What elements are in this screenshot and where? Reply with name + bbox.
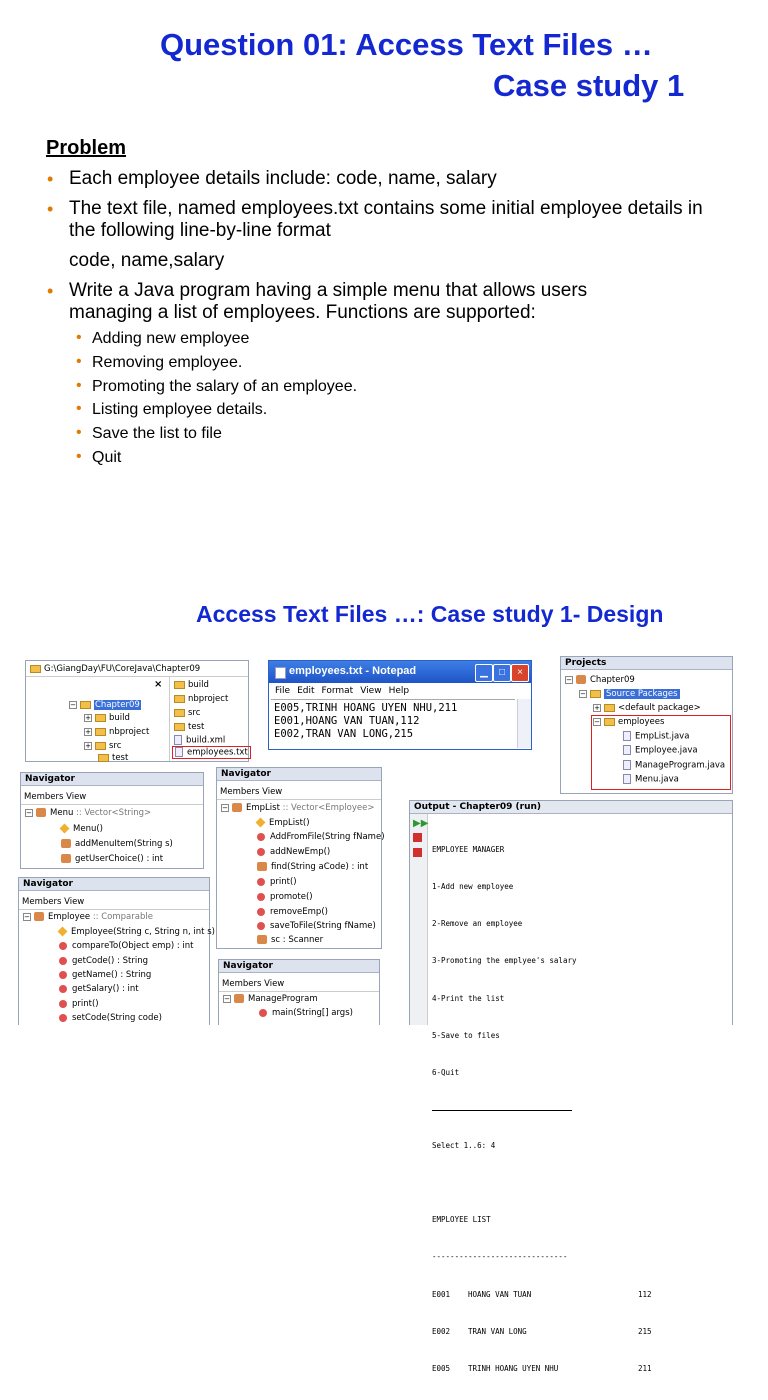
- member-item[interactable]: getName() : String: [59, 970, 151, 980]
- method-icon: [59, 957, 67, 965]
- navigator-emplist-panel: [216, 767, 385, 949]
- design-title: Access Text Files …: Case study 1- Design: [196, 601, 664, 627]
- tree-default-package[interactable]: + <default package>: [594, 703, 701, 713]
- console-line: 4-Print the list: [432, 993, 505, 1003]
- close-icon[interactable]: ×: [154, 679, 163, 690]
- class-node[interactable]: − ManageProgram: [224, 994, 318, 1004]
- sub-bullet: • Promoting the salary of an employee.: [76, 377, 358, 395]
- member-item[interactable]: compareTo(Object emp) : int: [59, 941, 194, 951]
- tree-file[interactable]: Menu.java: [623, 774, 679, 785]
- console-line: 2-Remove an employee: [432, 919, 523, 929]
- file-item[interactable]: build: [174, 680, 209, 690]
- file-item[interactable]: test: [174, 722, 204, 732]
- output-window: [409, 800, 733, 1374]
- tree-item[interactable]: + build: [85, 713, 130, 723]
- members-view-label[interactable]: Members View: [24, 792, 87, 802]
- tree-item-chapter09[interactable]: − Chapter09: [70, 700, 140, 710]
- member-item[interactable]: addMenuItem(String s): [61, 839, 173, 849]
- file-item[interactable]: build.xml: [174, 735, 225, 746]
- notepad-title: employees.txt - Notepad: [289, 665, 417, 677]
- console-line: 1-Add new employee: [432, 882, 514, 892]
- class-node[interactable]: − Menu :: Vector<String>: [26, 808, 152, 818]
- member-item[interactable]: AddFromFile(String fName): [257, 832, 385, 842]
- output-toolbar: [410, 814, 428, 1025]
- vertical-scrollbar[interactable]: [517, 699, 531, 748]
- bullet-dot: •: [47, 281, 54, 301]
- class-icon: [36, 808, 46, 817]
- method-icon: [59, 971, 67, 979]
- notepad-menubar: [275, 686, 409, 696]
- members-view-label[interactable]: Members View: [220, 787, 283, 797]
- constructor-icon: [58, 927, 68, 937]
- members-view-label[interactable]: Members View: [22, 897, 85, 907]
- console-line: 3-Promoting the emplyee's salary: [432, 956, 577, 966]
- member-item[interactable]: removeEmp(): [257, 907, 328, 917]
- member-item[interactable]: sc : Scanner: [257, 935, 323, 945]
- member-item[interactable]: Menu(): [61, 824, 103, 834]
- projects-panel: [560, 656, 733, 794]
- sub-bullet: • Listing employee details.: [76, 400, 268, 418]
- method-icon: [59, 942, 67, 950]
- folder-icon: [30, 665, 41, 673]
- method-icon: [59, 1000, 67, 1008]
- format-line: code, name,salary: [69, 250, 225, 271]
- console-rule: [432, 1104, 572, 1111]
- java-file-icon: [623, 760, 631, 770]
- console-line: EMPLOYEE MANAGER: [432, 844, 505, 854]
- menu-view[interactable]: View: [360, 686, 382, 696]
- console-prompt: Select 1..6: 4: [432, 1141, 496, 1151]
- member-item[interactable]: find(String aCode) : int: [257, 862, 368, 872]
- member-item[interactable]: print(): [257, 877, 297, 887]
- navigator-menu-panel: [20, 772, 204, 869]
- member-item[interactable]: EmpList(): [257, 818, 310, 828]
- method-icon: [61, 839, 71, 848]
- navigator-title: Navigator: [21, 773, 203, 786]
- projects-title: Projects: [561, 657, 732, 670]
- console-line: EMPLOYEE LIST: [432, 1215, 491, 1225]
- tree-package-employees[interactable]: − employees: [594, 717, 665, 727]
- sub-bullet: • Quit: [76, 448, 122, 466]
- members-view-label[interactable]: Members View: [222, 979, 285, 989]
- class-icon: [34, 912, 44, 921]
- sub-bullet: • Adding new employee: [76, 329, 250, 347]
- close-button[interactable]: ×: [511, 664, 529, 682]
- member-item[interactable]: getSalary() : int: [59, 984, 139, 994]
- rerun-icon[interactable]: ▶▶: [413, 818, 429, 829]
- bullet-2: • The text file, named employees.txt contains some initial employee details in the following line-by-line format: [47, 198, 703, 241]
- notepad-icon: [275, 667, 286, 679]
- tree-file[interactable]: EmpList.java: [623, 731, 689, 742]
- constructor-icon: [256, 818, 266, 828]
- navigator-title: Navigator: [217, 768, 381, 781]
- member-item[interactable]: saveToFile(String fName): [257, 921, 376, 931]
- tree-file[interactable]: Employee.java: [623, 745, 698, 756]
- file-item-employees-txt[interactable]: employees.txt: [172, 746, 251, 759]
- method-icon: [257, 848, 265, 856]
- java-file-icon: [623, 731, 631, 741]
- method-icon: [257, 833, 265, 841]
- member-item[interactable]: addNewEmp(): [257, 847, 330, 857]
- method-icon: [257, 878, 265, 886]
- member-item[interactable]: Employee(String c, String n, int s): [59, 927, 215, 937]
- tree-project-root[interactable]: − Chapter09: [566, 675, 635, 685]
- member-item[interactable]: getUserChoice() : int: [61, 854, 163, 864]
- method-icon: [257, 893, 265, 901]
- navigator-manageprogram-panel: [218, 959, 380, 1025]
- tree-item[interactable]: + src: [85, 741, 122, 751]
- java-file-icon: [623, 774, 631, 784]
- slide-title-line2: Case study 1: [493, 68, 685, 103]
- notepad-text-area[interactable]: [271, 699, 515, 748]
- output-console: [432, 819, 652, 1400]
- member-item[interactable]: promote(): [257, 892, 313, 902]
- bullet-dot: •: [47, 199, 54, 219]
- console-line: ------------------------------: [432, 1252, 568, 1262]
- menu-help[interactable]: Help: [388, 686, 410, 696]
- notepad-window: [268, 660, 532, 750]
- stop-icon[interactable]: [413, 833, 422, 842]
- text-line: E002,TRAN VAN LONG,215: [274, 728, 414, 740]
- navigator-employee-panel: [18, 877, 215, 1025]
- tree-item[interactable]: + nbproject: [85, 727, 150, 737]
- member-item[interactable]: main(String[] args): [259, 1008, 353, 1018]
- menu-edit[interactable]: Edit: [297, 686, 315, 696]
- navigator-title: Navigator: [219, 960, 379, 973]
- bullet-3: • Write a Java program having a simple menu that allows users managing a list of employees. Functions are supported:: [47, 280, 588, 323]
- class-node[interactable]: − EmpList :: Vector<Employee>: [222, 803, 375, 813]
- constructor-icon: [60, 824, 70, 834]
- member-item[interactable]: getCode() : String: [59, 956, 148, 966]
- class-icon: [234, 994, 244, 1003]
- tree-file[interactable]: ManageProgram.java: [623, 760, 725, 771]
- method-icon: [59, 985, 67, 993]
- class-node[interactable]: − Employee :: Comparable: [24, 912, 153, 922]
- file-item[interactable]: src: [174, 708, 200, 718]
- output-title: Output - Chapter09 (run): [410, 801, 732, 814]
- slide-title-line1: Question 01: Access Text Files …: [160, 27, 653, 62]
- java-file-icon: [623, 745, 631, 755]
- problem-heading: Problem: [46, 137, 127, 159]
- console-row: E005 TRINH HOANG UYEN NHU 211: [432, 1364, 652, 1374]
- method-icon: [59, 1014, 67, 1022]
- console-line: 5-Save to files: [432, 1030, 500, 1040]
- bullet-1: • Each employee details include: code, name, salary: [47, 168, 497, 189]
- stop-icon[interactable]: [413, 848, 422, 857]
- navigator-title: Navigator: [19, 878, 209, 891]
- tree-source-packages[interactable]: − Source Packages: [580, 689, 678, 699]
- method-icon: [259, 1009, 267, 1017]
- console-row: E001 HOANG VAN TUAN 112: [432, 1289, 652, 1299]
- text-line: E001,HOANG VAN TUAN,112: [274, 715, 420, 727]
- class-icon: [232, 803, 242, 812]
- method-icon: [257, 862, 267, 871]
- method-icon: [61, 854, 71, 863]
- project-icon: [576, 675, 586, 684]
- member-item[interactable]: setCode(String code): [59, 1013, 162, 1023]
- menu-file[interactable]: File: [275, 686, 291, 696]
- maximize-button[interactable]: □: [493, 664, 511, 682]
- sub-bullet: • Save the list to file: [76, 424, 222, 442]
- console-line: 6-Quit: [432, 1068, 460, 1078]
- explorer-path: G:\GiangDay\FU\CoreJava\Chapter09: [30, 664, 200, 674]
- method-icon: [257, 922, 265, 930]
- field-icon: [257, 935, 267, 944]
- tree-item[interactable]: test: [98, 753, 128, 763]
- minimize-button[interactable]: ▁: [475, 664, 493, 682]
- text-line: E005,TRINH HOANG UYEN NHU,211: [274, 702, 458, 714]
- explorer-window: [25, 660, 249, 762]
- sub-bullet: • Removing employee.: [76, 353, 243, 371]
- file-item[interactable]: nbproject: [174, 694, 228, 704]
- menu-format[interactable]: Format: [321, 686, 354, 696]
- method-icon: [257, 908, 265, 916]
- console-row: E002 TRAN VAN LONG 215: [432, 1326, 652, 1336]
- member-item[interactable]: print(): [59, 999, 99, 1009]
- bullet-dot: •: [47, 169, 54, 189]
